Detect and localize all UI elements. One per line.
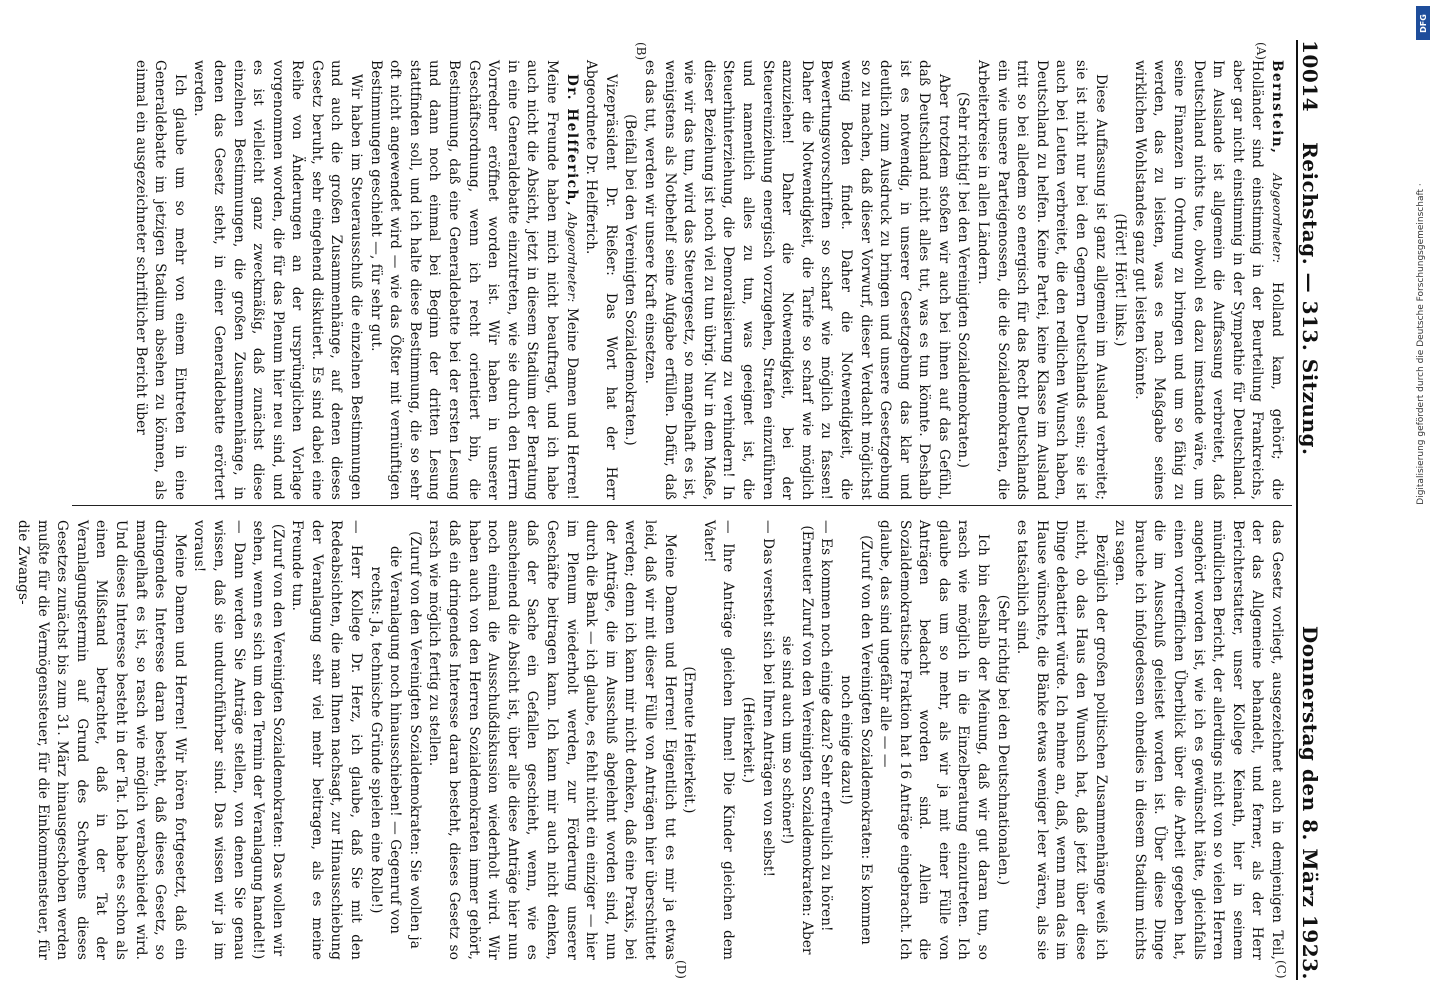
- paragraph-text: Meine Damen und Herren! Meine Freunde haben mich nicht beauftragt, und ich habe auch nicht die Absicht, jetzt in diesem Stadium der Beratung in eine Generaldebatte einzutreten, wie sie durch den Herrn Vorredner eröffnet worden ist. Wir haben in unserer Geschäftsordnung, wenn ich recht orientiert bin, die Bestimmung, daß eine Generaldebatte bei der ersten Lesung und dann noch einmal bei Beginn der dritten Lesung stattfinden soll, und ich halte diese Bestimmung, die so sehr oft nicht angewendet wird — wie das Ößter mit vernünftigen Bestimmungen geschieht —, für sehr gut.: [367, 60, 580, 500]
- paragraph: Meine Damen und Herren! Eigentlich tut es mir ja etwas leid, daß wir mit dieser Fülle von Anträgen hier überschüttet werden; denn ich kann mir nicht denken, daß eine Praxis, bei der Anträge, die im Ausschuß abgelehnt worden sind, nun durch die Bank — ich glaube, es fehlt nicht ein einziger — hier im Plenum wiederholt werden, zur Förderung unserer Geschäfte beitragen kann. Ich kann mir auch nicht denken, daß der Sache ein Gefallen geschieht, wenn, wie es anscheinend die Absicht ist, über alle diese Anträge hier nun noch einmal die Ausschußdiskussion wiederholt wird. Wir haben auch von den Herren Sozialdemokraten immer gehört, daß ein dringendes Interesse daran besteht, dieses Gesetz so rasch wie möglich fertig zu stellen.: [426, 520, 678, 960]
- reaction: (Hört! Hört! links.): [1112, 213, 1129, 347]
- paragraph: [365, 60, 581, 500]
- reaction: (Zuruf von den Vereinigten Sozialdemokraten: Sie wollen ja die Veranlagung noch hinausschieben! — Gegenruf von rechts: Ja, technische Gründe spielen eine Rolle!): [367, 531, 423, 949]
- speaker-name: Bernstein,: [1269, 60, 1285, 155]
- speaker-role: Abgeordneter:: [1270, 173, 1284, 264]
- reaction: (Sehr richtig bei den Deutschnationalen.): [994, 594, 1011, 886]
- header-title-right: Donnerstag den 8. März 1923.: [1298, 625, 1322, 980]
- reaction: (Zuruf von den Vereinigten Sozialdemokraten: Es kommen noch einige dazu!): [837, 535, 874, 945]
- margin-mark-b: (B): [634, 42, 648, 61]
- paragraph: Diese Auffassung ist ganz allgemein im Ausland verbreitet; sie ist nicht nur bei den Gegnern Deutschlands sein; sie ist auch bei Leuten verbreitet, die den redlichen Wunsch haben, Deutschland zu helfen. Keine Partei, keine Klasse im Ausland tritt so bei alledem so energisch für das Recht Deutschlands ein wie unsere Parteigenossen, die die Sozialdemokraten, die Arbeiterkreise in allen Ländern.: [975, 60, 1109, 500]
- scanned-page-area: [15, 0, 1338, 1000]
- paragraph: Vizepräsident Dr. Rießer: Das Wort hat der Herr Abgeordnete Dr. Helfferich.: [583, 60, 619, 500]
- reaction: (Erneute Heiterkeit.): [681, 666, 698, 814]
- left-column: [130, 60, 1286, 500]
- reaction: (Erneuter Zuruf von den Vereinigten Sozialdemokraten: Aber sie sind auch um so schöner!): [779, 525, 815, 955]
- reaction: (Sehr richtig! bei den Vereinigten Sozialdemokraten.): [955, 91, 972, 469]
- paragraph: das Gesetz vorliegt, ausgezeichnet auch in demjenigen Teil, der das Allgemeine behandelt, und ferner, als der Herr Berichterstatter, unser Kollege Keinath, hier in seinem mündlichen Bericht, der allerdings nicht von so vielen Herren angehört worden ist, wie ich es gewünscht hätte, gleichfalls einen vortrefflichen Überblick über die Arbeit gegeben hat, die im Ausschuß geleistet worden ist. Über diese Dinge brauche ich infolgedessen ohnedies in diesem Stadium nichts zu sagen.: [1112, 520, 1285, 960]
- paragraph: — Es kommen noch einige dazu? Sehr erfreulich zu hören!: [818, 520, 835, 932]
- dfg-label: DFG: [1418, 13, 1428, 33]
- paragraph: Bezüglich der großen politischen Zusammenhänge weiß ich nicht, ob das Haus den Wunsch hat, daß jetzt über diese Dinge debattiert würde. Ich nehme an, daß, wenn man das im Hause wünschte, die Bänke etwas weniger leer wären, als sie es tatsächlich sind.: [1014, 520, 1109, 960]
- paragraph: — Herr Kollege Dr. Herz, ich glaube, daß Sie mit den Redeabsichten, die man Ihnen nachsagt, zur Hinausschiebung der Veranlagung sehr viel mehr beitragen, als es meine Freunde tun.: [289, 520, 365, 960]
- column-divider: [72, 505, 1292, 506]
- rotated-document-page: [15, 40, 1328, 980]
- paragraph: — Dann werden Sie Anträge stellen, von denen Sie genau wissen, daß sie undurchführbar sind. Das wissen wir ja im voraus!: [191, 520, 247, 960]
- reaction: (Beifall bei den Vereinigten Sozialdemokraten.): [622, 114, 639, 446]
- reaction: (Zuruf von den Vereinigten Sozialdemokraten: Das wollen wir sehen, wenn es sich um den Termin der Veranlagung handelt!): [250, 520, 286, 960]
- paragraph: — Ihre Anträge gleichen Ihnen! Die Kinder gleichen dem Vater!: [700, 520, 737, 960]
- header-title-left: Reichstag. — 313. Sitzung.: [1298, 142, 1322, 456]
- reaction: (Heiterkeit.): [739, 696, 756, 784]
- dfg-logo: [1416, 6, 1430, 40]
- paragraph: Ich glaube um so mehr von einem Eintreten in eine Generaldebatte im jetzigen Stadium absehen zu können, als einmal ein ausgezeichneter schriftlicher Bericht über: [132, 60, 188, 500]
- speaker-name: Dr. Helfferich,: [563, 74, 580, 208]
- margin-mark-d: (D): [674, 960, 688, 979]
- digitization-caption: [1414, 44, 1428, 644]
- page-number: 10014: [1298, 40, 1322, 113]
- right-column: [12, 520, 1286, 960]
- paragraph: — Das versteht sich bei Ihren Anträgen von selbst!: [759, 520, 776, 878]
- paragraph: Meine Damen und Herren! Wir hören fortgesetzt, daß ein dringendes Interesse daran besteht, daß dieses Gesetz, so mangelhaft es ist, so rasch wie möglich verabschiedet wird. Und dieses Interesse besteht in der Tat. Ich habe es schon als einen Mißstand betrachtet, daß in der Tat der Veranlagungstermin auf Grund des Schwebens dieses Gesetzes zunächst bis zum 31. März hinausgeschoben werden mußte für die Vermögenssteuer, für die Einkommensteuer, für die Zwangs-: [15, 520, 188, 960]
- paragraph: Aber trotzdem stoßen wir auch bei ihnen auf das Gefühl, daß Deutschland nicht alles tut, was es tun könnte. Deshalb ist es notwendig, in unserer Gesetzgebung das klar und deutlich zum Ausdruck zu bringen und unsere Gesetzgebung so zu machen, daß dieser Vorwurf, dieser Verdacht möglichst wenig Boden findet. Daher die Notwendigkeit, die Bewertungsvorschriften so scharf wie möglich zu fassen! Daher die Notwendigkeit, die Tarife so scharf wie möglich anzuziehen! Daher die Notwendigkeit, bei der Steuereinziehung energisch vorzugehen, Strafen einzuführen und namentlich alles zu tun, was geeignet ist, die Steuerhinterziehung, die Demoralisierung zu verhindern! In dieser Beziehung ist noch viel zu tun übrig. Nur in dem Maße, wie wir das tun, wird das Steuergesetz, so mangelhaft es ist, wenigstens als Notbehelf seine Aufgabe erfüllen. Dafür, daß es das tut, werden wir unsere Kraft einsetzen.: [642, 60, 952, 500]
- paragraph: Wir haben im Steuerausschuß die einzelnen Bestimmungen und auch die großen Zusammenhänge, auf denen dieses Gesetz beruht, sehr eingehend diskutiert. Es sind dabei eine Reihe von Änderungen an der ursprünglichen Vorlage vorgenommen worden, die für das Plenum hier neu sind, und es ist vielleicht ganz zweckmäßig, daß zunächst diese einzelnen Bestimmungen, die großen Zusammenhänge, in denen das Gesetz steht, in einer Generaldebatte erörtert werden.: [191, 60, 365, 500]
- margin-mark-c: (C): [1274, 960, 1288, 979]
- speaker-role: Abgeordneter:: [564, 212, 579, 303]
- paragraph: [1129, 60, 1286, 500]
- paragraph-text: Holland kam, gehört; die Holländer sind einstimmig in der Beurteilung Frankreichs, aber gar nicht einstimmig in der Sympathie für Deutschland. Im Auslande ist allgemein die Auffassung verbreitet, daß Deutschland nichts tue, obwohl es dazu imstande wäre, um seine Finanzen in Ordnung zu bringen und um so fähig zu werden, das zu leisten, was es nach Maßgabe seines wirklichen Wohlstandes ganz gut leisten könnte.: [1131, 60, 1285, 501]
- margin-mark-a: (A): [1254, 42, 1268, 61]
- digitization-caption-text: Digitalisierung gefördert durch die Deutsche Forschungsgemeinschaft ·: [1416, 183, 1426, 505]
- paragraph: Ich bin deshalb der Meinung, daß wir gut daran tun, so rasch wie möglich in die Einzelberatung einzutreten. Ich glaube das um so mehr, als wir ja mit einer Fülle von Anträgen bedacht worden sind. Allein die Sozialdemokratische Fraktion hat 16 Anträge eingebracht. Ich glaube, das sind ungefähr alle — —: [877, 520, 992, 960]
- page-header: [1296, 40, 1328, 980]
